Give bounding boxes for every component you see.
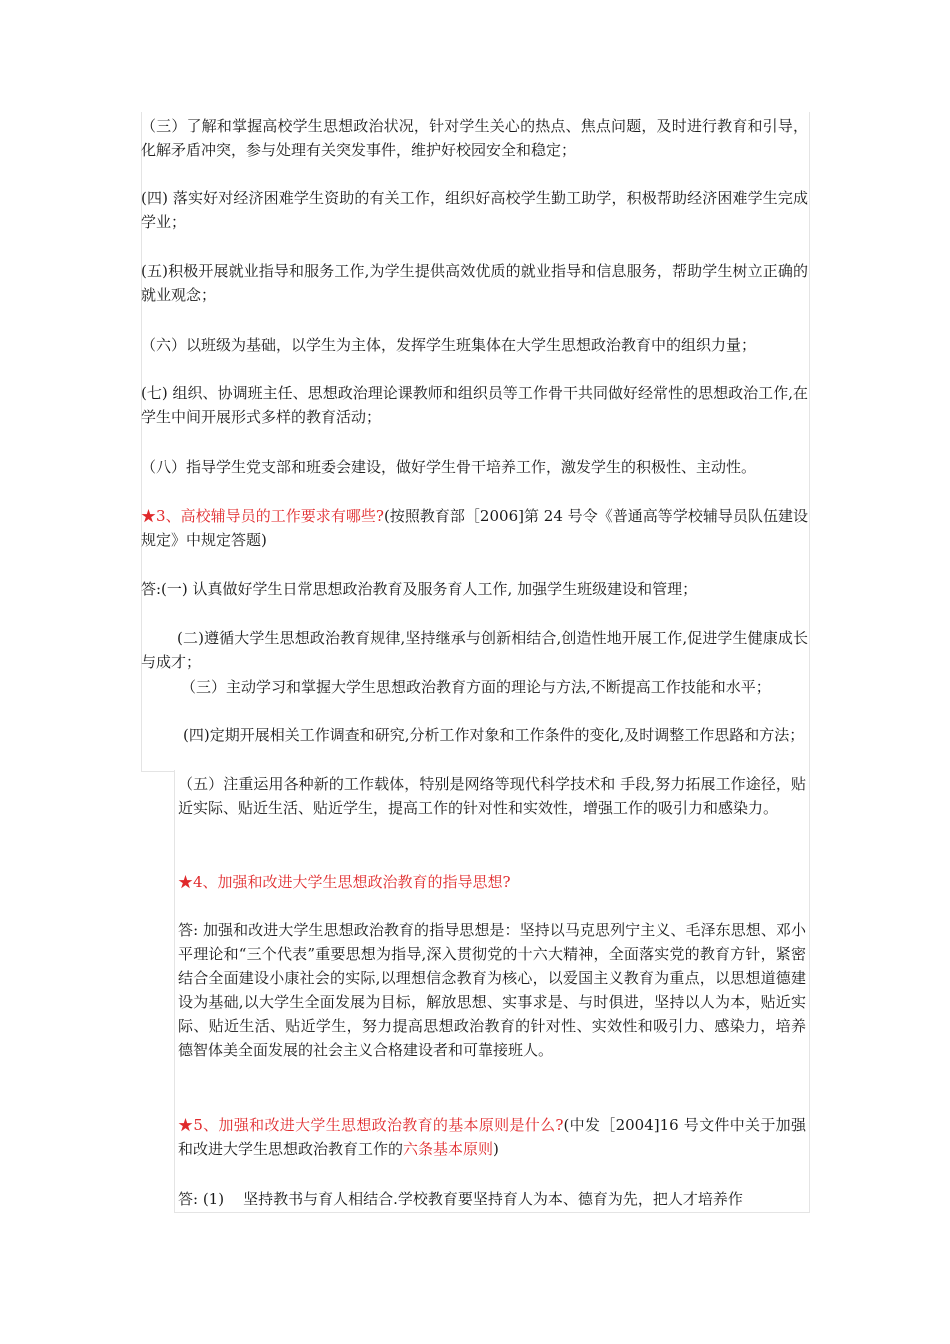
star-icon: ★	[178, 873, 194, 891]
duty-item-3: （三）了解和掌握高校学生思想政治状况，针对学生关心的热点、焦点问题，及时进行教育和引导，化解矛盾冲突，参与处理有关突发事件，维护好校园安全和稳定；	[141, 117, 808, 159]
question-5-answer: 答: (1) 坚持教书与育人相结合.学校教育要坚持育人为本、德育为先，把人才培养作	[178, 1190, 743, 1208]
question-3-title: 3、高校辅导员的工作要求有哪些?	[156, 507, 384, 525]
question-3-answer-4: (四)定期开展相关工作调查和研究,分析工作对象和工作条件的变化,及时调整工作思路和方法；	[183, 726, 805, 744]
question-5-note: (中发［2004]16 号文件中关于加强和改进大学生思想政治教育工作的	[178, 1116, 806, 1158]
question-3-note: (按照教育部［2006]第 24 号令《普通高等学校辅导员队伍建设规定》中规定答题)	[141, 507, 808, 549]
duty-item-5: (五)积极开展就业指导和服务工作,为学生提供高效优质的就业指导和信息服务，帮助学生树立正确的就业观念；	[141, 262, 808, 304]
question-3-answer-1: 答:(一) 认真做好学生日常思想政治教育及服务育人工作, 加强学生班级建设和管理；	[141, 580, 698, 598]
question-3-answer-3: （三）主动学习和掌握大学生思想政治教育方面的理论与方法,不断提高工作技能和水平；	[181, 678, 771, 696]
question-5-heading: ★5、加强和改进大学生思想政治教育的基本原则是什么?(中发［2004]16 号文件中关于加强和改进大学生思想政治教育工作的六条基本原则)	[178, 1116, 806, 1158]
question-3-answer-5: （五）注重运用各种新的工作载体，特别是网络等现代科学技术和 手段,努力拓展工作途径，贴近实际、贴近生活、贴近学生，提高工作的针对性和实效性，增强工作的吸引力和感染力。	[178, 775, 806, 817]
duty-item-6: （六）以班级为基础，以学生为主体，发挥学生班集体在大学生思想政治教育中的组织力量；	[141, 336, 757, 354]
star-icon: ★	[141, 507, 157, 525]
question-4-heading	[178, 870, 806, 894]
duty-item-7: (七) 组织、协调班主任、思想政治理论课教师和组织员等工作骨干共同做好经常性的思想政治工作,在学生中间开展形式多样的教育活动；	[141, 384, 808, 426]
duty-item-8: （八）指导学生党支部和班委会建设，做好学生骨干培养工作，激发学生的积极性、主动性。	[141, 458, 757, 476]
star-icon: ★	[178, 1116, 194, 1134]
question-4-answer: 答: 加强和改进大学生思想政治教育的指导思想是：坚持以马克思列宁主义、毛泽东思想、邓小平理论和“三个代表”重要思想为指导,深入贯彻党的十六大精神，全面落实党的教育方针，紧密结合全面建设小康社会的实际,以理想信念教育为核心，以爱国主义教育为重点，以思想道德建设为基础,以大学生全面发展为目标，解放思想、实事求是、与时俱进，坚持以人为本，贴近实际、贴近生活、贴近学生，努力提高思想政治教育的针对性、实效性和吸引力、感染力，培养德智体美全面发展的社会主义合格建设者和可靠接班人。	[178, 921, 806, 1059]
question-5-note-highlight: 六条基本原则	[403, 1140, 494, 1158]
question-3-heading	[141, 504, 808, 552]
question-5-title: 5、加强和改进大学生思想政治教育的基本原则是什么?	[193, 1116, 564, 1134]
question-3-answer-2: (二)遵循大学生思想政治教育规律,坚持继承与创新相结合,创造性地开展工作,促进学生健康成长与成才；	[141, 629, 808, 671]
table-border-step	[141, 771, 175, 772]
duty-item-4: (四) 落实好对经济困难学生资助的有关工作，组织好高校学生勤工助学，积极帮助经济困难学生完成学业；	[141, 189, 808, 231]
question-4-title: 4、加强和改进大学生思想政治教育的指导思想?	[193, 873, 511, 891]
